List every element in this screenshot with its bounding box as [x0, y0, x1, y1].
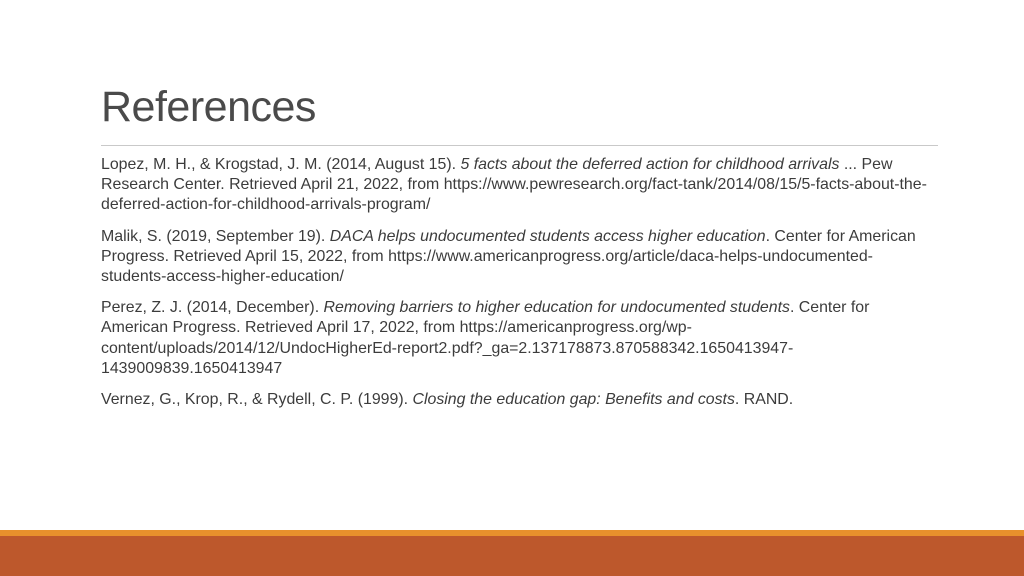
- reference-authors-date: Perez, Z. J. (2014, December).: [101, 299, 324, 317]
- reference-authors-date: Malik, S. (2019, September 19).: [101, 227, 330, 245]
- footer-accent-stripe: [0, 530, 1024, 536]
- reference-authors-date: Lopez, M. H., & Krogstad, J. M. (2014, August 15).: [101, 156, 461, 173]
- reference-url[interactable]: https://www.americanprogress.org/article/daca-helps-undocumented-students-access-higher-education/: [101, 247, 873, 286]
- title-divider: [101, 145, 938, 146]
- reference-title: 5 facts about the deferred action for childhood arrivals: [460, 156, 840, 173]
- reference-item-lopez: [101, 155, 931, 216]
- reference-title: Removing barriers to higher education for undocumented students: [323, 299, 790, 317]
- reference-url[interactable]: https://americanprogress.org/wp-content/uploads/2014/12/UndocHigherEd-report2.pdf?_ga=2.137178873.870588342.1650413947-1439009839.1650413947: [101, 319, 794, 377]
- reference-source: ... Pew Research Center. Retrieved April 21, 2022, from: [101, 156, 893, 194]
- reference-list: [101, 155, 931, 421]
- reference-source: . Center for American Progress. Retrieved April 15, 2022, from: [101, 227, 916, 265]
- reference-source: . Center for American Progress. Retrieved April 17, 2022, from: [101, 299, 870, 337]
- reference-title: DACA helps undocumented students access higher education: [329, 227, 766, 245]
- reference-url[interactable]: https://www.pewresearch.org/fact-tank/2014/08/15/5-facts-about-the-deferred-action-for-childhood-arrivals-program/: [101, 176, 927, 214]
- reference-item-perez: [101, 298, 931, 379]
- reference-item-malik: [101, 227, 931, 288]
- reference-source: . RAND.: [734, 391, 794, 409]
- footer-band: [0, 530, 1024, 576]
- reference-title: Closing the education gap: Benefits and costs: [412, 391, 735, 409]
- slide-title: References: [101, 83, 316, 131]
- reference-authors-date: Vernez, G., Krop, R., & Rydell, C. P. (1999).: [101, 391, 413, 409]
- reference-item-vernez: [101, 390, 931, 410]
